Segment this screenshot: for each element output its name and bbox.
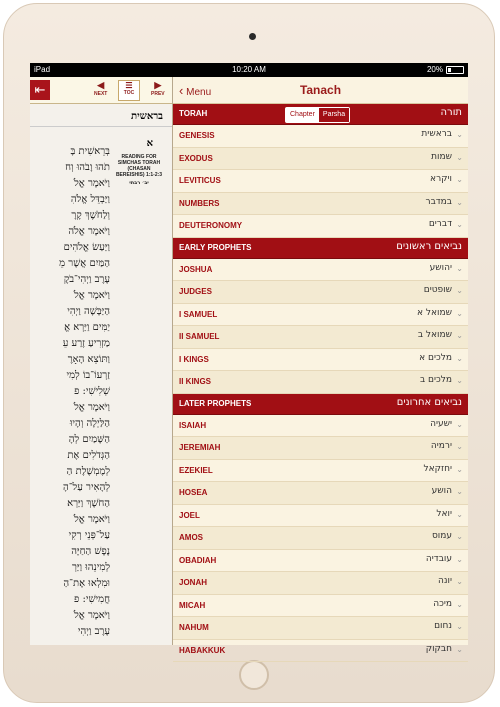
verse-line: וַיֹּאמֶר אֱלֹ — [74, 610, 110, 621]
section-header — [173, 104, 468, 125]
section-title: TORAH — [179, 109, 208, 118]
book-name-hebrew: בראשית — [421, 129, 452, 139]
chapter-number: א — [146, 138, 153, 149]
book-name-hebrew: ויקרא — [430, 174, 452, 184]
battery-icon — [446, 66, 464, 74]
book-row[interactable] — [173, 215, 468, 238]
book-name: JONAH — [179, 578, 208, 587]
list-icon: ☰ — [125, 81, 133, 90]
section-title: EARLY PROPHETS — [179, 242, 252, 252]
chevron-down-icon: ⌄ — [456, 197, 463, 207]
book-row[interactable] — [173, 505, 468, 528]
section-title-hebrew: תורה — [440, 107, 462, 118]
prev-button[interactable]: ▶ PREV — [151, 80, 165, 97]
verse-line: זַרְעוֹ־בוֹ לְמִי — [66, 370, 110, 381]
chevron-down-icon: ⌄ — [456, 152, 463, 162]
arrow-left-icon: ◀ — [97, 80, 105, 90]
verse-line: מַזְרִיעַ זֶרַע עֵ — [62, 338, 110, 349]
book-name: HOSEA — [179, 488, 208, 497]
book-name-hebrew: יהושע — [429, 262, 452, 273]
status-bar — [30, 63, 468, 77]
menu-back-button[interactable]: ‹ Menu — [179, 83, 212, 98]
book-row[interactable] — [173, 170, 468, 193]
chevron-down-icon: ⌄ — [456, 353, 463, 363]
book-name: HABAKKUK — [179, 645, 226, 655]
chevron-down-icon: ⌄ — [456, 554, 463, 564]
verse-column — [30, 144, 110, 640]
book-name-hebrew: נחום — [434, 621, 452, 631]
book-row[interactable] — [173, 281, 468, 304]
chevron-down-icon: ⌄ — [456, 442, 463, 451]
chevron-down-icon: ⌄ — [456, 130, 463, 139]
book-name-hebrew: מלכים א — [419, 352, 452, 363]
verse-line: הַיַּבָּשָׁה וַיְהִי — [67, 306, 110, 317]
section-header — [173, 394, 468, 415]
chevron-down-icon: ⌄ — [456, 644, 463, 654]
verse-line: עֶרֶב וַיְהִי — [77, 626, 110, 637]
verse-line: יַמִּים וַיַּרְא אֱ — [64, 322, 110, 333]
chevron-down-icon: ⌄ — [456, 308, 463, 318]
verse-line: לְמִינֵהוּ וַיַּרְ — [71, 562, 110, 573]
book-row[interactable] — [173, 304, 468, 327]
book-name-hebrew: מיכה — [433, 598, 452, 609]
reader-text[interactable] — [30, 104, 173, 645]
chevron-down-icon: ⌄ — [456, 532, 463, 541]
book-title: בראשית — [131, 111, 163, 122]
book-name: DEUTERONOMY — [179, 221, 243, 230]
book-name-hebrew: שמואל ב — [417, 330, 452, 340]
book-row[interactable] — [173, 527, 468, 550]
book-row[interactable] — [173, 482, 468, 505]
book-name: ISAIAH — [179, 420, 207, 430]
book-row[interactable] — [173, 415, 468, 438]
book-name: II KINGS — [179, 377, 212, 386]
chevron-down-icon: ⌄ — [456, 464, 463, 474]
book-name-hebrew: ישעיה — [430, 418, 452, 429]
verse-line: תֹהוּ וָבֹהוּ וְח — [65, 162, 110, 173]
book-row[interactable] — [173, 460, 468, 483]
book-row[interactable] — [173, 617, 468, 640]
book-name: MICAH — [179, 600, 206, 610]
verse-line: הַלַּיְלָה וְהָיוּ — [69, 418, 110, 429]
verse-line: חֲמִישִׁי: פ — [74, 594, 110, 605]
book-name: EXODUS — [179, 153, 213, 163]
reader-toolbar — [30, 77, 173, 104]
book-row[interactable] — [173, 572, 468, 595]
status-time: 10:20 AM — [232, 65, 266, 74]
battery-percent: 20% — [426, 65, 443, 74]
section-title: LATER PROPHETS — [179, 398, 252, 408]
book-row[interactable] — [173, 437, 468, 460]
book-name-hebrew: מלכים ב — [419, 375, 452, 385]
book-row[interactable] — [173, 326, 468, 349]
section-header — [173, 238, 468, 259]
chevron-down-icon: ⌄ — [456, 599, 463, 609]
book-name: I SAMUEL — [179, 309, 218, 319]
book-name-hebrew: עובדיה — [425, 553, 452, 564]
chevron-down-icon: ⌄ — [456, 331, 463, 340]
book-name-hebrew: דברים — [428, 219, 452, 229]
chevron-down-icon: ⌄ — [456, 263, 463, 273]
book-row[interactable] — [173, 125, 468, 148]
nav-bar — [173, 77, 468, 104]
book-list — [173, 104, 468, 662]
verse-line: וַתּוֹצֵא הָאָרֶ — [67, 354, 110, 365]
toc-button[interactable]: ☰ TOC — [118, 80, 140, 101]
book-name-hebrew: יחזקאל — [423, 463, 452, 474]
verse-line: וַיֹּאמֶר אֱלֹ — [74, 290, 110, 301]
chevron-down-icon: ⌄ — [456, 419, 463, 429]
toggle-chapter[interactable]: Chapter — [286, 108, 319, 122]
book-name: NUMBERS — [179, 198, 220, 208]
chapter-parsha-toggle — [285, 107, 350, 123]
book-name: EZEKIEL — [179, 465, 213, 475]
verse-line: וּמִלְאוּ אֶת־הַ — [63, 578, 110, 589]
exit-reader-icon[interactable]: ⇤ — [30, 80, 50, 100]
verse-line: נֶפֶשׁ הַחַיָּה — [71, 546, 110, 557]
book-row[interactable] — [173, 550, 468, 573]
book-name-hebrew: ירמיה — [430, 441, 452, 451]
verse-line: עַל־פְּנֵי רְקִי — [68, 530, 110, 541]
chevron-left-icon: ‹ — [179, 83, 184, 98]
chevron-down-icon: ⌄ — [456, 487, 463, 496]
reader-panel — [30, 77, 173, 645]
verse-line: הַחֹשֶׁךְ וַיַּרְא — [67, 498, 110, 509]
chevron-down-icon: ⌄ — [456, 622, 463, 631]
book-name-hebrew: יונה — [438, 576, 452, 586]
home-button[interactable] — [239, 660, 269, 690]
chevron-down-icon: ⌄ — [456, 577, 463, 586]
book-name: GENESIS — [179, 131, 215, 140]
arrow-right-icon: ▶ — [154, 80, 162, 90]
book-row[interactable] — [173, 640, 468, 663]
next-button[interactable]: ◀ NEXT — [94, 80, 108, 97]
verse-line: לְהָאִיר עַל־הָ — [62, 482, 110, 493]
book-name-hebrew: חבקוק — [425, 643, 452, 654]
screen — [30, 63, 468, 655]
book-row[interactable] — [173, 371, 468, 394]
camera-dot — [249, 33, 256, 40]
book-row[interactable] — [173, 193, 468, 216]
chevron-down-icon: ⌄ — [456, 376, 463, 385]
book-name: LEVITICUS — [179, 176, 221, 185]
verse-line: הַגְּדֹלִים אֶת — [67, 450, 110, 461]
chevron-down-icon: ⌄ — [456, 220, 463, 229]
book-name: AMOS — [179, 533, 203, 542]
book-name: II SAMUEL — [179, 332, 220, 341]
book-name-hebrew: במדבר — [425, 196, 452, 207]
book-name-hebrew: שמואל א — [417, 307, 452, 318]
verse-line: וַיֹּאמֶר אֱלֹה — [68, 226, 110, 237]
toggle-parsha[interactable]: Parsha — [319, 108, 349, 122]
section-title-hebrew: נביאים אחרונים — [396, 396, 462, 408]
chevron-down-icon: ⌄ — [456, 286, 463, 295]
tanach-menu-panel — [173, 77, 468, 655]
book-name: JUDGES — [179, 287, 212, 296]
book-name-hebrew: שמות — [431, 151, 452, 162]
book-row[interactable] — [173, 349, 468, 372]
section-title-hebrew: נביאים ראשונים — [396, 240, 462, 252]
book-row[interactable] — [173, 148, 468, 171]
verse-line: בְּרֵאשִׁית בָּ — [70, 146, 110, 157]
reading-note: READING FOR SIMCHAS TORAH (CHASAN BEREISHIS) 1:1-2:3 יב׳ רבתי — [115, 154, 163, 186]
chevron-down-icon: ⌄ — [456, 509, 463, 519]
verse-line: עֶרֶב וַיְהִי־בֹקֶ — [63, 274, 110, 285]
verse-line: הַשָּׁמַיִם לְהָ — [68, 434, 110, 445]
verse-line: הַמַּיִם אֲשֶׁר מֵ — [59, 258, 110, 269]
verse-line: וַיֹּאמֶר אֱלֹ — [74, 402, 110, 413]
nav-title: Tanach — [299, 83, 342, 97]
device-label: iPad — [34, 65, 51, 74]
book-name-hebrew: יואל — [436, 508, 452, 519]
verse-line: וַיַּבְדֵּל אֱלֹהִ — [70, 194, 110, 205]
verse-line: וְלַחֹשֶׁךְ קָרָ — [71, 210, 110, 221]
chevron-down-icon: ⌄ — [456, 175, 463, 184]
book-name: JEREMIAH — [179, 443, 221, 452]
book-name: OBADIAH — [179, 555, 217, 565]
book-row[interactable] — [173, 259, 468, 282]
book-name-hebrew: הושע — [431, 486, 452, 496]
verse-line: וַיַּעַשׂ אֱלֹהִים — [63, 242, 110, 253]
verse-line: שְׁלִישִׁי: פ — [74, 386, 110, 397]
book-row[interactable] — [173, 595, 468, 618]
divider — [30, 126, 173, 127]
verse-line: וַיֹּאמֶר אֱלֹ — [74, 514, 110, 525]
book-name: JOSHUA — [179, 264, 213, 274]
book-name: I KINGS — [179, 354, 209, 364]
book-name: JOEL — [179, 510, 200, 520]
verse-line: לְמֶמְשֶׁלֶת הַ — [66, 466, 110, 477]
verse-line: וַיֹּאמֶר אֱלֹ — [74, 178, 110, 189]
book-name-hebrew: עמוס — [431, 531, 452, 541]
book-name: NAHUM — [179, 623, 209, 632]
book-name-hebrew: שופטים — [423, 285, 452, 295]
